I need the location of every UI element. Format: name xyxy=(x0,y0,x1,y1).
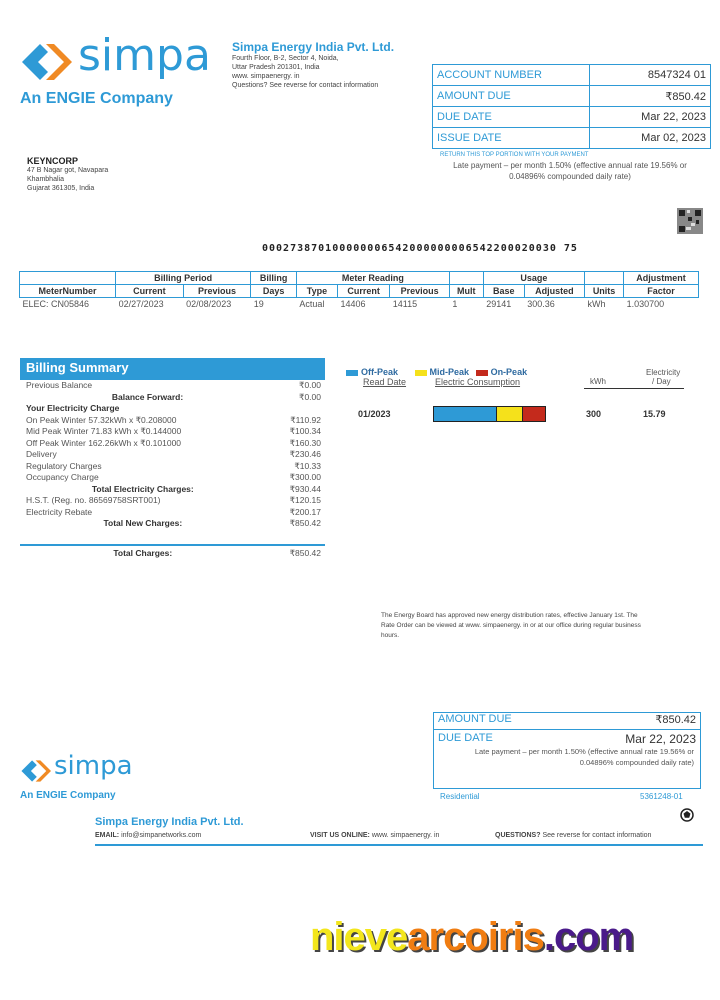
cell: 14115 xyxy=(392,299,418,309)
return-note: RETURN THIS TOP PORTION WITH YOUR PAYMENT xyxy=(440,152,589,158)
charge-row xyxy=(26,495,321,507)
group-header xyxy=(449,272,483,285)
value: ₹230.46 xyxy=(289,449,321,459)
kwh-header: kWh xyxy=(590,377,606,386)
column-header: Current xyxy=(337,285,389,298)
cell: 29141 xyxy=(486,299,512,309)
watermark-part: arcoiris xyxy=(407,915,544,959)
company-address-line: Fourth Floor, B-2, Sector 4, Noida, xyxy=(232,55,339,62)
legend-label: Mid-Peak xyxy=(429,367,470,377)
group-header: Billing xyxy=(251,272,297,285)
customer-address-line: Gujarat 361305, India xyxy=(27,185,95,192)
amount-due-row xyxy=(433,86,711,107)
column-header: Factor xyxy=(624,285,699,298)
section-heading: Your Electricity Charge xyxy=(26,403,120,413)
cell: 02/27/2023 xyxy=(118,299,164,309)
company-address-line: Uttar Pradesh 201301, India xyxy=(232,64,320,71)
account-number: 8547324 01 xyxy=(590,65,711,86)
watermark-part: .com xyxy=(543,915,634,959)
column-header: Adjusted xyxy=(524,285,584,298)
website-link[interactable]: www. simpaenergy. in xyxy=(371,832,440,839)
label: Balance Forward: xyxy=(111,391,184,402)
customer-address xyxy=(27,156,108,193)
group-header-row xyxy=(20,272,699,285)
total-electricity-row xyxy=(26,484,321,496)
billing-summary xyxy=(20,358,325,559)
consumption-header: Electric Consumption xyxy=(435,377,521,387)
label: Delivery xyxy=(26,449,57,459)
stub-due-date: Mar 22, 2023 xyxy=(625,732,696,746)
column-header: Current xyxy=(116,285,184,298)
balance-forward-row xyxy=(26,392,321,404)
label: On Peak Winter 57.32kWh x ₹0.208000 xyxy=(26,414,177,425)
cell: 14406 xyxy=(340,299,366,309)
value: ₹850.42 xyxy=(289,518,321,528)
cell: 300.36 xyxy=(527,299,555,309)
stub-code: 5361248-01 xyxy=(640,792,683,801)
footer-company-name: Simpa Energy India Pvt. Ltd. xyxy=(95,816,244,828)
footer-contact-bar xyxy=(95,832,703,846)
legend-label: Off-Peak xyxy=(361,367,399,377)
total-charges-row xyxy=(20,546,325,560)
settings-icon[interactable] xyxy=(680,808,694,822)
charge-row xyxy=(26,415,321,427)
total-new-row xyxy=(26,518,321,530)
value: ₹300.00 xyxy=(289,472,321,482)
company-website[interactable]: www. simpaenergy. in xyxy=(232,73,300,80)
column-header: Mult xyxy=(449,285,483,298)
group-header xyxy=(20,272,116,285)
due-date-row xyxy=(433,107,711,128)
footer-simpa-logo xyxy=(20,751,150,806)
charge-row xyxy=(26,461,321,473)
cell: 1 xyxy=(452,299,458,309)
stub-amount-due: ₹850.42 xyxy=(655,714,696,726)
column-header: Days xyxy=(251,285,297,298)
customer-address-line: Khambhalia xyxy=(27,176,64,183)
column-header: Previous xyxy=(183,285,251,298)
legend-label: On-Peak xyxy=(490,367,528,377)
column-header-row xyxy=(20,285,699,298)
label: Off Peak Winter 162.26kWh x ₹0.101000 xyxy=(26,437,182,448)
logo-tagline: An ENGIE Company xyxy=(20,790,116,801)
due-date: Mar 22, 2023 xyxy=(590,107,711,128)
account-number-row xyxy=(433,65,711,86)
label: Occupancy Charge xyxy=(26,472,99,482)
label: ISSUE DATE xyxy=(433,128,590,149)
stub-amount-row xyxy=(434,713,700,730)
amount-due: ₹850.42 xyxy=(590,86,711,107)
meter-usage-table xyxy=(19,271,699,310)
email-label: EMAIL: xyxy=(95,832,120,839)
per-day-header: / Day xyxy=(652,377,671,386)
value: ₹930.44 xyxy=(289,483,321,494)
label: DUE DATE xyxy=(438,732,493,744)
watermark xyxy=(310,915,633,960)
stub-due-date-row xyxy=(434,730,700,746)
value: ₹100.34 xyxy=(289,426,321,436)
legend-swatch-mid-peak xyxy=(415,370,427,376)
group-header: Usage xyxy=(483,272,584,285)
payment-stub-box xyxy=(433,712,701,789)
label: Total Charges: xyxy=(113,547,173,558)
billing-summary-title: Billing Summary xyxy=(20,358,325,380)
cell: Actual xyxy=(299,299,325,309)
label: Previous Balance xyxy=(26,380,93,390)
column-header: Units xyxy=(585,285,624,298)
group-header xyxy=(585,272,624,285)
cell: 1.030700 xyxy=(626,299,665,309)
bar-mid-peak xyxy=(497,407,523,421)
label: AMOUNT DUE xyxy=(433,86,590,107)
value: ₹10.33 xyxy=(294,460,321,471)
bar-on-peak xyxy=(523,407,545,421)
consumption-bar xyxy=(433,406,546,422)
label: Mid Peak Winter 71.83 kWh x ₹0.144000 xyxy=(26,426,182,436)
watermark-part: nieve xyxy=(310,915,408,959)
customer-name: KEYNCORP xyxy=(27,156,79,166)
logo-wordmark: simpa xyxy=(78,30,211,81)
questions-label: QUESTIONS? xyxy=(495,832,541,839)
label: Total New Charges: xyxy=(103,518,183,528)
column-header: MeterNumber xyxy=(20,285,116,298)
read-date-header: Read Date xyxy=(363,377,407,387)
payment-scanline: 000273870100000006542000000006542200020030 75 xyxy=(262,243,578,254)
cell: 19 xyxy=(253,299,264,309)
label: Total Electricity Charges: xyxy=(91,483,194,494)
label: H.S.T. (Reg. no. 86569758SRT001) xyxy=(26,495,161,505)
per-day-value: 15.79 xyxy=(643,409,666,419)
account-summary-box xyxy=(432,64,711,149)
issue-date: Mar 02, 2023 xyxy=(590,128,711,149)
questions-text: See reverse for contact information xyxy=(542,832,652,839)
cell: 02/08/2023 xyxy=(186,299,232,309)
group-header: Billing Period xyxy=(116,272,251,285)
table-row xyxy=(20,298,699,311)
cell: kWh xyxy=(587,299,606,309)
label: Regulatory Charges xyxy=(26,460,102,471)
value: ₹850.42 xyxy=(289,547,321,558)
charge-row xyxy=(26,472,321,484)
issue-date-row xyxy=(433,128,711,149)
legend-swatch-off-peak xyxy=(346,370,358,376)
logo-wordmark: simpa xyxy=(54,751,133,781)
simpa-chevron-icon xyxy=(20,758,56,784)
account-type: Residential xyxy=(440,792,480,801)
read-date: 01/2023 xyxy=(358,409,391,419)
charge-row xyxy=(26,449,321,461)
qr-code-icon xyxy=(677,208,703,234)
kwh-header-group xyxy=(584,377,684,389)
company-questions: Questions? See reverse for contact information xyxy=(232,82,379,89)
bar-off-peak xyxy=(434,407,497,421)
email-link[interactable]: info@simpanetworks.com xyxy=(121,832,202,839)
column-header: Type xyxy=(296,285,337,298)
customer-address-line: 47 B Nagar got, Navapara xyxy=(27,167,109,174)
value: ₹120.15 xyxy=(289,495,321,505)
rate-notice: The Energy Board has approved new energy distribution rates, effective January 1st. The Rate Order can be viewed at www. simpaenergy. in or at our office during regular business hours. xyxy=(381,612,641,639)
stub-late-payment: Late payment – per month 1.50% (effective annual rate 19.56% or 0.04896% compounded daily rate) xyxy=(474,747,694,767)
value: ₹110.92 xyxy=(290,414,321,425)
charge-row xyxy=(26,438,321,450)
simpa-logo xyxy=(20,30,220,113)
simpa-chevron-icon xyxy=(20,40,80,84)
label: ACCOUNT NUMBER xyxy=(433,65,590,86)
group-header: Adjustment xyxy=(624,272,699,285)
per-day-header: Electricity xyxy=(646,368,681,377)
consumption-chart xyxy=(346,367,686,427)
label: Electricity Rebate xyxy=(26,506,93,517)
kwh-value: 300 xyxy=(586,409,602,419)
visit-label: VISIT US ONLINE: xyxy=(310,832,370,839)
chart-legend xyxy=(346,367,527,377)
logo-tagline: An ENGIE Company xyxy=(20,90,173,107)
meter-number: ELEC: CN05846 xyxy=(22,299,90,309)
value: ₹0.00 xyxy=(299,391,321,402)
column-header: Previous xyxy=(390,285,450,298)
charge-row xyxy=(26,507,321,519)
late-payment-note: Late payment – per month 1.50% (effective annual rate 19.56% or 0.04896% compounded daily rate) xyxy=(453,161,687,181)
company-name: Simpa Energy India Pvt. Ltd. xyxy=(232,40,395,54)
charge-row xyxy=(26,426,321,438)
previous-balance-row xyxy=(26,380,321,392)
value: ₹160.30 xyxy=(289,437,321,448)
company-info xyxy=(232,40,432,90)
value: ₹0.00 xyxy=(299,380,321,390)
group-header: Meter Reading xyxy=(296,272,449,285)
column-header: Base xyxy=(483,285,524,298)
legend-swatch-on-peak xyxy=(476,370,488,376)
label: DUE DATE xyxy=(433,107,590,128)
label: AMOUNT DUE xyxy=(438,713,512,725)
value: ₹200.17 xyxy=(289,506,321,517)
